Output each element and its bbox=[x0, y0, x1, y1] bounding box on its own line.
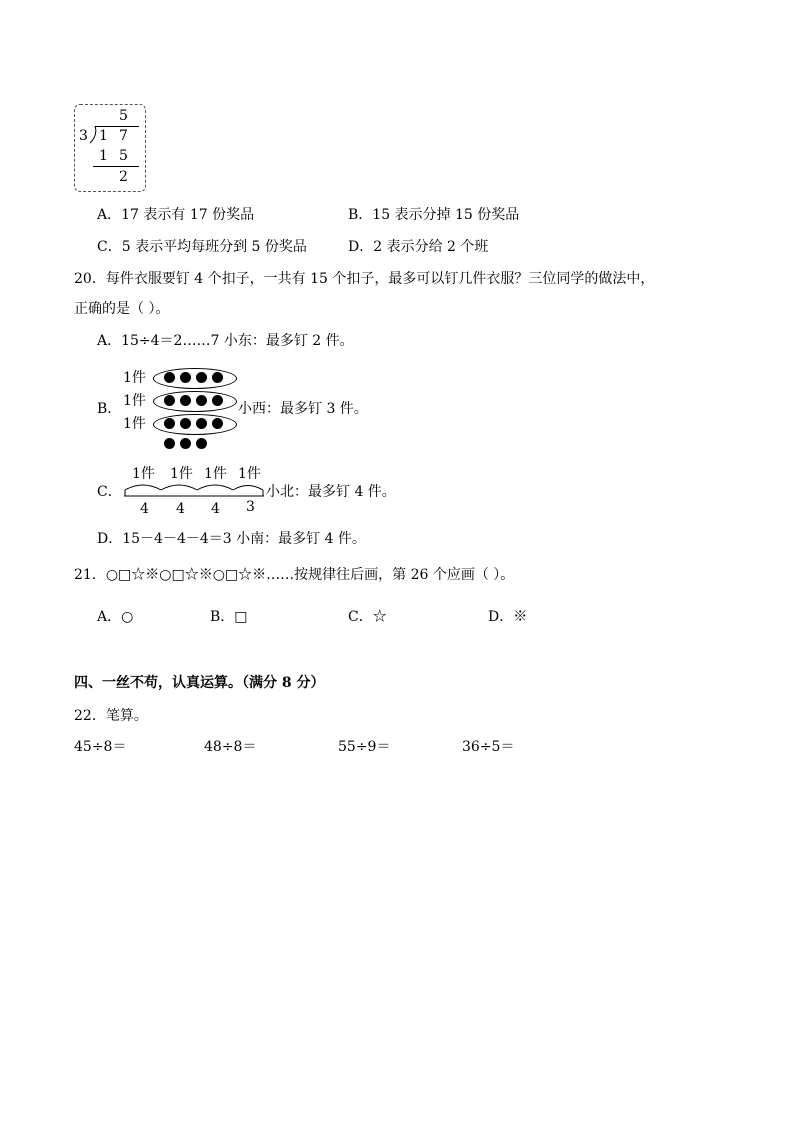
button-dot bbox=[196, 395, 207, 406]
segment-bottom-label: 4 bbox=[176, 501, 185, 517]
button-dot bbox=[212, 372, 223, 383]
segment-bottom-label: 3 bbox=[246, 499, 255, 515]
q20-stem-line2: 正确的是（ ）。 bbox=[74, 301, 170, 317]
q20-option-b-letter: B． bbox=[97, 401, 122, 417]
quotient-digit: 5 bbox=[119, 108, 128, 124]
button-dot bbox=[196, 418, 207, 429]
number-line bbox=[124, 482, 266, 498]
button-dot bbox=[196, 372, 207, 383]
q19-option-d[interactable]: D．2 表示分给 2 个班 bbox=[348, 239, 489, 255]
subtraction-line bbox=[93, 166, 139, 167]
segment-top-label: 1件 bbox=[238, 466, 261, 482]
section-heading: 四、一丝不苟，认真运算。（满分 8 分） bbox=[74, 675, 325, 691]
button-dot bbox=[164, 395, 175, 406]
segment-top-label: 1件 bbox=[132, 466, 155, 482]
group-label: 1件 bbox=[123, 370, 146, 386]
q21-option-a[interactable]: A．○ bbox=[97, 609, 134, 625]
button-dot bbox=[180, 418, 191, 429]
expression-3: 55÷9＝ bbox=[338, 739, 391, 755]
segment-top-label: 1件 bbox=[204, 466, 227, 482]
expression-1: 45÷8＝ bbox=[74, 739, 127, 755]
button-dot bbox=[212, 418, 223, 429]
long-division-figure bbox=[74, 104, 146, 192]
button-dot bbox=[212, 395, 223, 406]
division-bracket bbox=[89, 126, 97, 144]
button-dot bbox=[164, 418, 175, 429]
segment-top-label: 1件 bbox=[170, 466, 193, 482]
q20-option-a[interactable]: A．15÷4＝2……7 小东：最多钉 2 件。 bbox=[97, 333, 354, 349]
dividend-digit-1: 1 bbox=[99, 128, 108, 144]
button-dot bbox=[180, 395, 191, 406]
button-dot bbox=[164, 438, 175, 449]
q22-title: 22．笔算。 bbox=[74, 708, 148, 724]
q20-stem-line1: 20．每件衣服要钉 4 个扣子，一共有 15 个扣子，最多可以钉几件衣服？三位同学的做法中， bbox=[74, 271, 655, 287]
segment-bottom-label: 4 bbox=[140, 501, 149, 517]
product-digit-1: 1 bbox=[99, 148, 108, 164]
button-dot bbox=[196, 438, 207, 449]
q21-option-c[interactable]: C．☆ bbox=[348, 609, 387, 625]
q20-option-c-text: 小北：最多钉 4 件。 bbox=[266, 484, 396, 500]
group-label: 1件 bbox=[123, 393, 146, 409]
division-bar bbox=[95, 126, 139, 127]
divisor-digit: 3 bbox=[79, 128, 88, 144]
remainder-digit: 2 bbox=[119, 169, 128, 185]
q19-option-a[interactable]: A．17 表示有 17 份奖品 bbox=[97, 207, 255, 223]
product-digit-2: 5 bbox=[119, 148, 128, 164]
q21-option-d[interactable]: D．※ bbox=[488, 609, 528, 625]
dividend-digit-2: 7 bbox=[119, 128, 128, 144]
button-dot bbox=[164, 372, 175, 383]
button-dot bbox=[180, 372, 191, 383]
q19-option-c[interactable]: C．5 表示平均每班分到 5 份奖品 bbox=[97, 239, 307, 255]
q21-option-b[interactable]: B．□ bbox=[210, 609, 248, 625]
q19-option-b[interactable]: B．15 表示分掉 15 份奖品 bbox=[348, 207, 520, 223]
q20-option-c-letter: C． bbox=[97, 484, 122, 500]
q20-option-b-text: 小西：最多钉 3 件。 bbox=[238, 401, 368, 417]
expression-2: 48÷8＝ bbox=[204, 739, 257, 755]
group-label: 1件 bbox=[123, 416, 146, 432]
segment-bottom-label: 4 bbox=[211, 501, 220, 517]
q20-option-d[interactable]: D．15－4－4－4＝3 小南：最多钉 4 件。 bbox=[97, 531, 366, 547]
button-dot bbox=[180, 438, 191, 449]
expression-4: 36÷5＝ bbox=[462, 739, 515, 755]
q21-stem: 21．○□☆※○□☆※○□☆※……按规律往后画，第 26 个应画（ ）。 bbox=[74, 567, 515, 583]
